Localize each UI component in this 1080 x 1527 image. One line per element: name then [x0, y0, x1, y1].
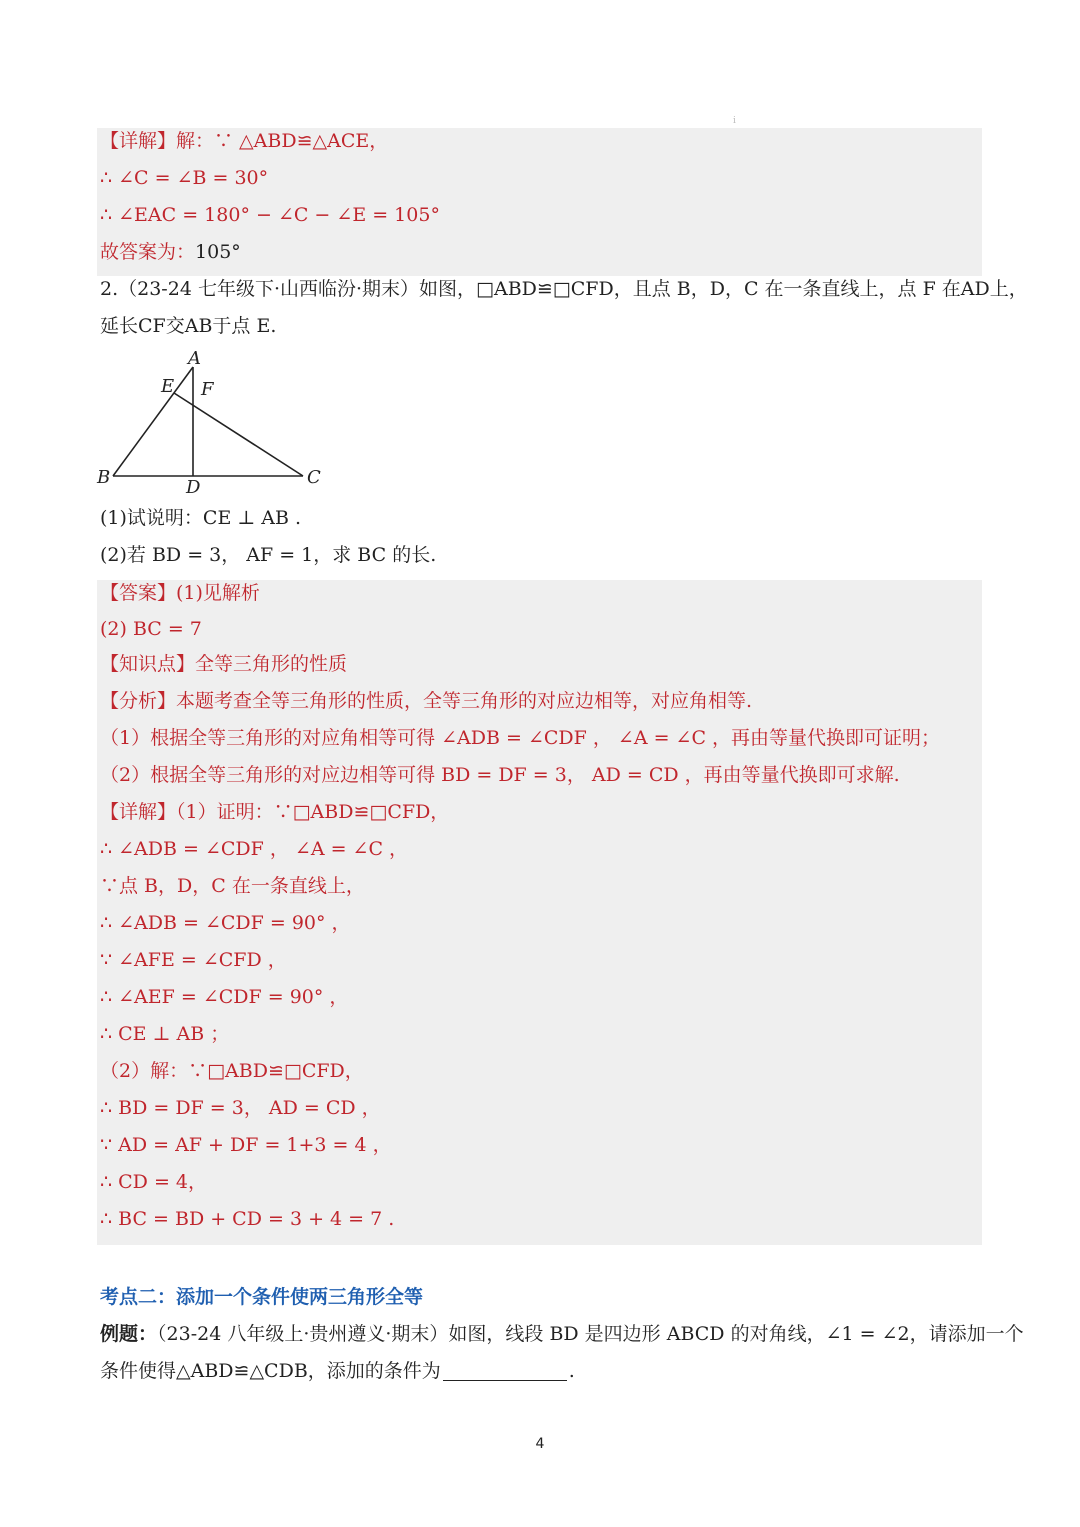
label-A: A	[188, 348, 201, 369]
triangle-figure	[95, 345, 335, 500]
label-E: E	[161, 376, 175, 397]
step-11: ∴ BC = BD + CD = 3 + 4 = 7 .	[100, 1208, 395, 1230]
detail2-tag: 【详解】	[100, 801, 177, 823]
page-number: 4	[535, 1436, 545, 1452]
step-2: ∵点 B，D，C 在一条直线上，	[100, 875, 365, 897]
problem2-line-2: 延长CF交AB于点 E.	[100, 315, 277, 337]
example-line-2	[100, 1358, 575, 1384]
analysis-tag: 【分析】	[100, 690, 177, 712]
answer-line	[100, 239, 241, 265]
step-1: ∴ ∠ADB = ∠CDF ， ∠A = ∠C ，	[100, 838, 409, 860]
detail-line-2: ∴ ∠C = ∠B = 30°	[100, 167, 269, 189]
step-3: ∴ ∠ADB = ∠CDF = 90° ，	[100, 912, 351, 934]
answer-text: (1)见解析	[176, 582, 260, 604]
question-1: (1)试说明：CE ⊥ AB .	[100, 507, 302, 529]
knowledge-tag: 【知识点】	[100, 653, 196, 675]
analysis-part-2: （2）根据全等三角形的对应边相等可得 BD = DF = 3， AD = CD ，再由等量代换即可求解.	[100, 764, 900, 786]
knowledge-text: 全等三角形的性质	[195, 653, 348, 675]
answer-tag: 【答案】	[100, 582, 177, 604]
section2-heading: 考点二：添加一个条件使两三角形全等	[100, 1286, 424, 1308]
label-B: B	[97, 467, 111, 488]
detail-text: 解：∵ △ABD≌△ACE，	[176, 130, 389, 152]
answer-blank	[443, 1360, 567, 1381]
header-tick-mark: i	[733, 116, 736, 126]
step-8: ∴ BD = DF = 3， AD = CD ，	[100, 1097, 381, 1119]
answer-value: 105°	[195, 241, 241, 263]
analysis-text: 本题考查全等三角形的性质，全等三角形的对应边相等，对应角相等.	[176, 690, 753, 712]
detail2-line	[100, 799, 449, 825]
problem2-line-1: 2.（23-24 七年级下·山西临汾·期末）如图，□ABD≌□CFD，且点 B，D，C 在一条直线上，点 F 在AD上，	[100, 278, 1028, 300]
step-7: （2）解：∵□ABD≌□CFD，	[100, 1060, 364, 1082]
label-D: D	[186, 477, 201, 498]
example-period: .	[568, 1360, 575, 1382]
analysis-part-1: （1）根据全等三角形的对应角相等可得 ∠ADB = ∠CDF ， ∠A = ∠C ，再由等量代换即可证明；	[100, 727, 941, 749]
example-line-1	[100, 1321, 1024, 1347]
example-label: 例题：	[100, 1323, 158, 1345]
detail-tag: 【详解】	[100, 130, 177, 152]
step-4: ∵ ∠AFE = ∠CFD ，	[100, 949, 287, 971]
step-6: ∴ CE ⊥ AB ；	[100, 1023, 230, 1045]
step-9: ∵ AD = AF + DF = 1+3 = 4 ，	[100, 1134, 392, 1156]
detail-line-3: ∴ ∠EAC = 180° − ∠C − ∠E = 105°	[100, 204, 440, 226]
knowledge-line	[100, 651, 347, 677]
side-AB	[113, 367, 193, 476]
step-10: ∴ CD = 4，	[100, 1171, 207, 1193]
answer-line-1	[100, 580, 260, 606]
example-text: （23-24 八年级上·贵州遵义·期末）如图，线段 BD 是四边形 ABCD 的对角线，∠1 = ∠2，请添加一个	[157, 1323, 1024, 1345]
answer-line-2: (2) BC = 7	[100, 618, 202, 640]
answer-label: 故答案为：	[100, 241, 196, 263]
analysis-line	[100, 688, 752, 714]
label-F: F	[201, 379, 214, 400]
detail-line-1	[100, 128, 388, 154]
label-C: C	[307, 467, 321, 488]
example-text-2: 条件使得△ABD≌△CDB，添加的条件为	[100, 1360, 441, 1382]
step-5: ∴ ∠AEF = ∠CDF = 90° ，	[100, 986, 349, 1008]
detail2-text: （1）证明：∵□ABD≌□CFD，	[176, 801, 450, 823]
question-2: (2)若 BD = 3， AF = 1，求 BC 的长.	[100, 544, 437, 566]
